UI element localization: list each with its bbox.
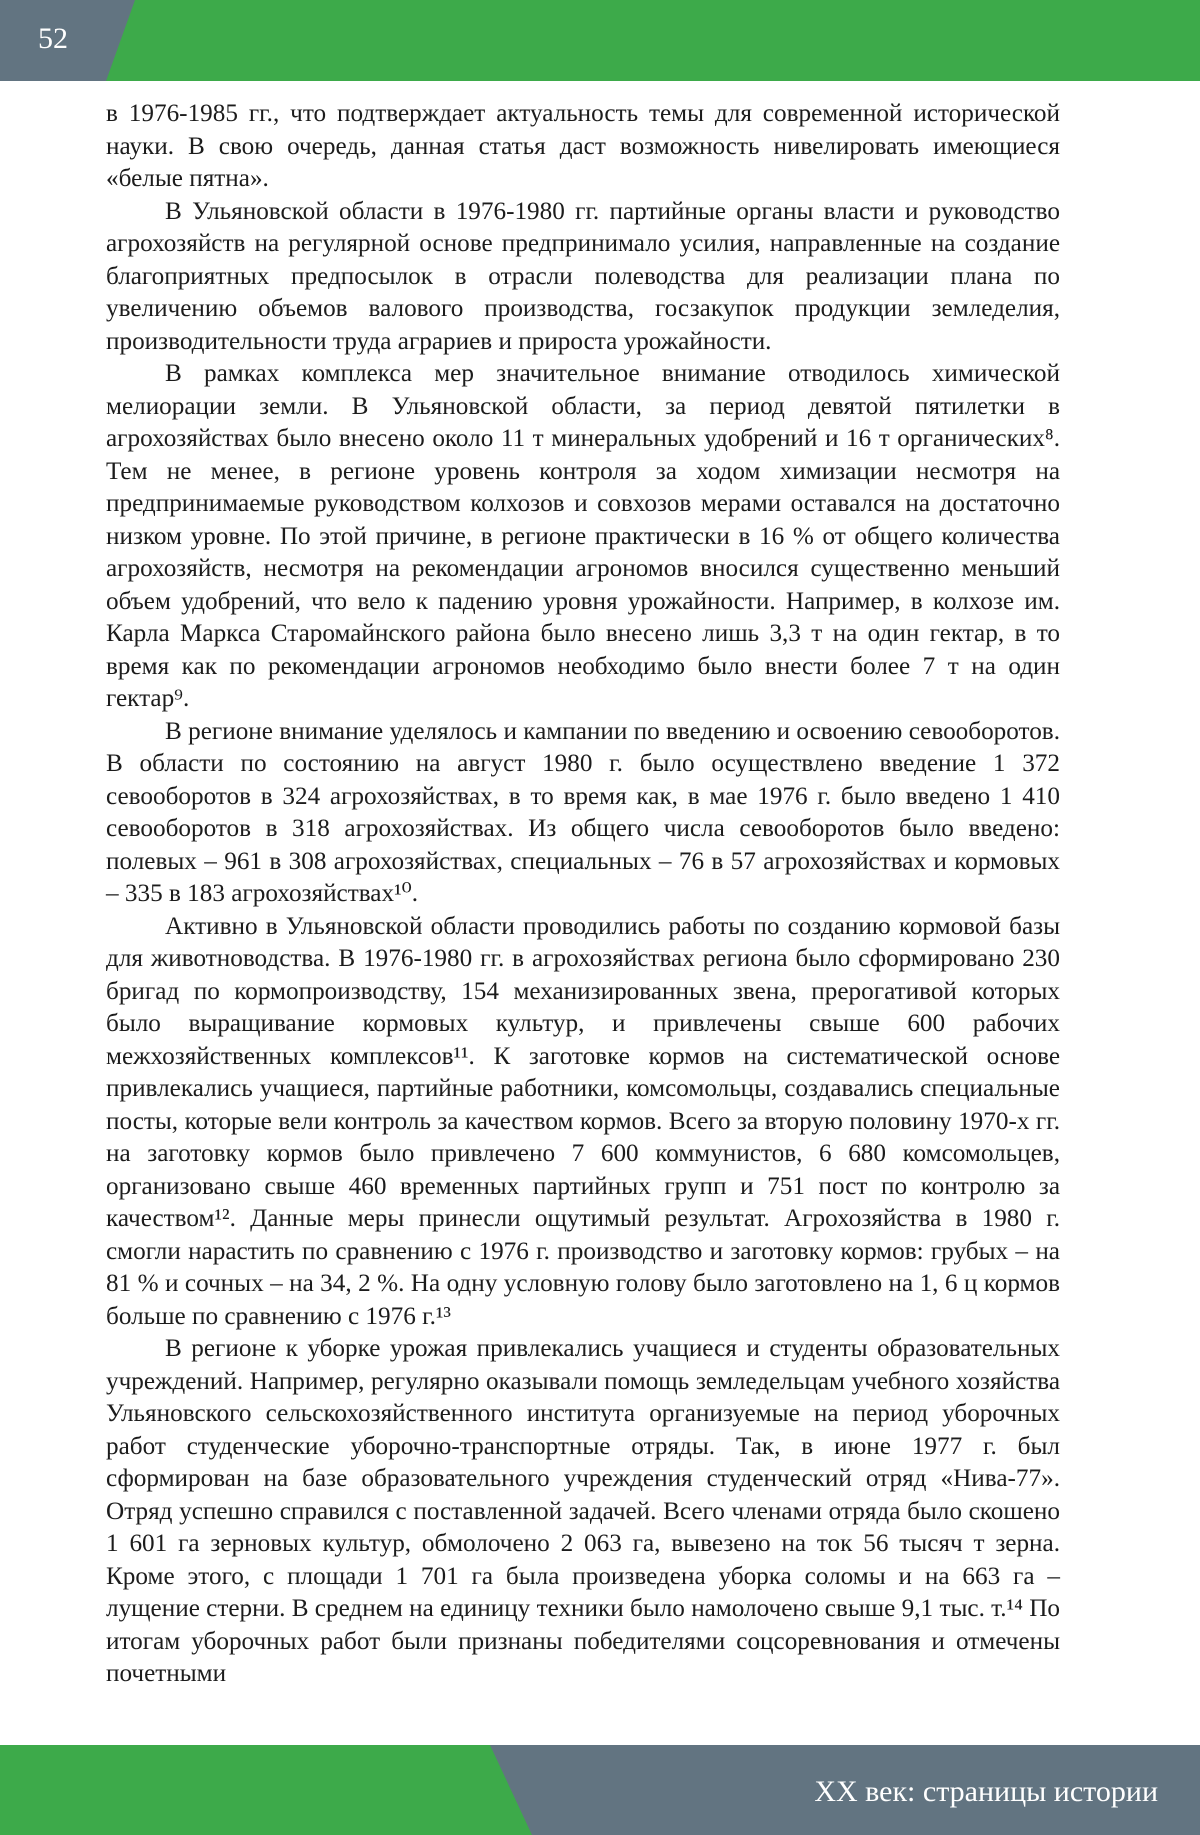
paragraph-5: Активно в Ульяновской области проводились работы по созданию кормовой базы для животноводства. В 1976-1980 гг. в агрохозяйствах региона было сформировано 230 бригад по кормопроизводству, 154 механизированных звена, прерогативой которых было выращивание кормовых культур, и привлечены свыше 600 рабочих межхозяйственных комплексов¹¹. К заготовке кормов на систематической основе привлекались учащиеся, партийные работники, комсомольцы, создавались специальные посты, которые вели контроль за качеством кормов. Всего за вторую половину 1970-х гг. на заготовку кормов было привлечено 7 600 коммунистов, 6 680 комсомольцев, организовано свыше 460 временных партийных групп и 751 пост по контролю за качеством¹². Данные меры принесли ощутимый результат. Агрохозяйства в 1980 г. смогли нарастить по сравнению с 1976 г. производство и заготовку кормов: грубых – на 81 % и сочных – на 34, 2 %. На одну условную голову было заготовлено на 1, 6 ц кормов больше по сравнению с 1976 г.¹³: [106, 912, 1060, 1330]
header-band-shapes: [0, 0, 1200, 81]
page-footer-band: [0, 1745, 1200, 1835]
paragraph-4: В регионе внимание уделялось и кампании по введению и освоению севооборотов. В области по состоянию на август 1980 г. было осуществлено введение 1 372 севооборотов в 324 агрохозяйствах, в то время как, в мае 1976 г. было введено 1 410 севооборотов в 318 агрохозяйствах. Из общего числа севооборотов было введено: полевых – 961 в 308 агрохозяйствах, специальных – 76 в 57 агрохозяйствах и кормовых – 335 в 183 агрохозяйствах¹⁰.: [106, 717, 1060, 907]
header-green-band: [0, 0, 1200, 81]
paragraph-6: В регионе к уборке урожая привлекались учащиеся и студенты образовательных учреждений. Например, регулярно оказывали помощь земледельцам учебного хозяйства Ульяновского сельскохозяйственного института организуемые на период уборочных работ студенческие уборочно-транспортные отряды. Так, в июне 1977 г. был сформирован на базе образовательного учреждения студенческий отряд «Нива-77». Отряд успешно справился с поставленной задачей. Всего членами отряда было скошено 1 601 га зерновых культур, обмолочено 2 063 га, вывезено на ток 56 тысяч т зерна. Кроме этого, с площади 1 701 га была произведена уборка соломы и на 663 га – лущение стерни. В среднем на единицу техники было намолочено свыше 9,1 тыс. т.¹⁴ По итогам уборочных работ были признаны победителями соцсоревнования и отмечены почетными: [106, 1335, 1060, 1687]
journal-title: XX век: страницы истории: [814, 1775, 1158, 1808]
paragraph-1: в 1976-1985 гг., что подтверждает актуальность темы для современной исторической науки. В свою очередь, данная статья даст возможность нивелировать имеющиеся «белые пятна».: [106, 100, 1060, 192]
article-body: [106, 98, 1060, 1691]
page-number: 52: [38, 22, 68, 55]
paragraph-2: В Ульяновской области в 1976-1980 гг. партийные органы власти и руководство агрохозяйств на регулярной основе предпринимало усилия, направленные на создание благоприятных предпосылок в отрасли полеводства для реализации плана по увеличению объемов валового производства, госзакупок продукции земледелия, производительности труда аграриев и прироста урожайности.: [106, 197, 1060, 355]
footer-green-band: [0, 1745, 532, 1835]
page-header-band: [0, 0, 1200, 81]
paragraph-3: В рамках комплекса мер значительное внимание отводилось химической мелиорации земли. В Ульяновской области, за период девятой пятилетки в агрохозяйствах было внесено около 11 т минеральных удобрений и 16 т органических⁸. Тем не менее, в регионе уровень контроля за ходом химизации несмотря на предпринимаемые руководством колхозов и совхозов мерами оставался на достаточно низком уровне. По этой причине, в регионе практически в 16 % от общего количества агрохозяйств, несмотря на рекомендации агрономов вносился существенно меньший объем удобрений, что вело к падению уровня урожайности. Например, в колхозе им. Карла Маркса Старомайнского района было внесено лишь 3,3 т на один гектар, в то время как по рекомендации агрономов необходимо было внести более 7 т на один гектар⁹.: [106, 360, 1060, 712]
